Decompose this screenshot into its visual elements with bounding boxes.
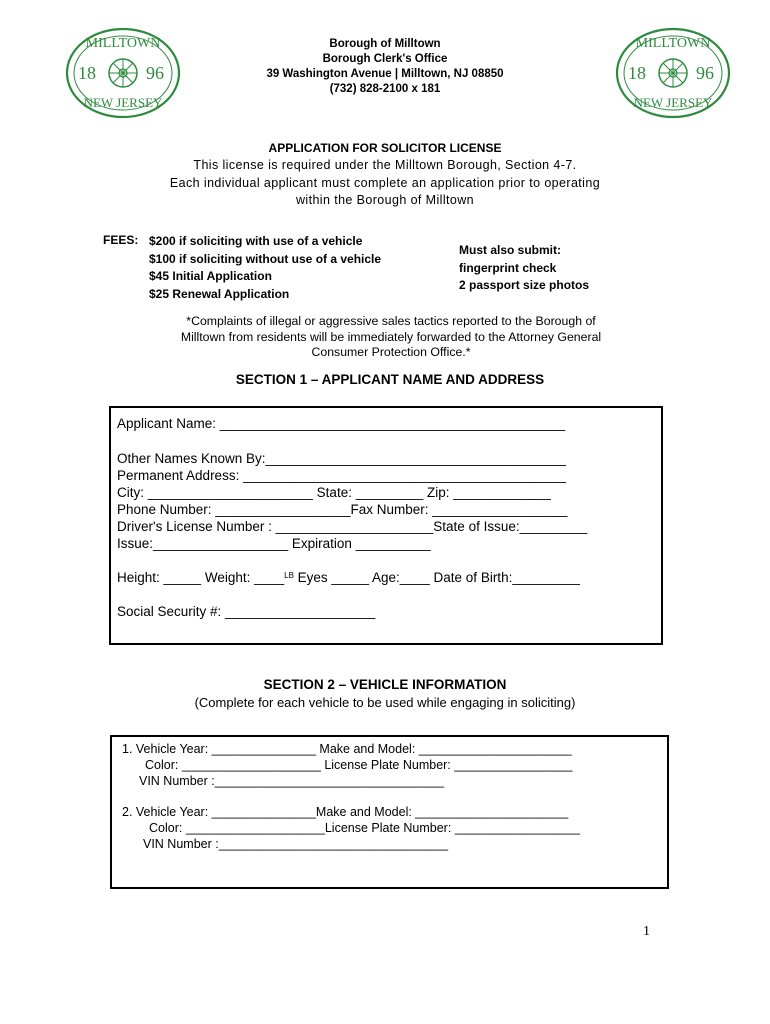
borough-seal-right — [614, 27, 732, 119]
seal-bottom-text: NEW JERSEY — [83, 95, 163, 110]
applicant-info-box — [109, 406, 663, 645]
permanent-address-field[interactable]: Permanent Address: ___________________________________________ — [117, 468, 566, 483]
height-weight-field[interactable]: Height: _____ Weight: ____ — [117, 570, 285, 585]
note-line: Milltown from residents will be immediately forwarded to the Attorney General — [180, 329, 602, 344]
vehicle1-vin-field[interactable]: VIN Number :_________________________________ — [139, 774, 445, 788]
seal-year-left: 18 — [78, 63, 96, 83]
fees-list — [149, 233, 381, 303]
fees-label: FEES: — [103, 233, 139, 247]
seal-graphic — [64, 27, 182, 119]
seal-year-right: 96 — [696, 63, 714, 83]
letterhead — [240, 37, 530, 97]
note-line: Consumer Protection Office.* — [311, 345, 471, 359]
seal-year-left: 18 — [628, 63, 646, 83]
fee-item: $25 Renewal Application — [149, 286, 290, 301]
section2-title: SECTION 2 – VEHICLE INFORMATION — [263, 677, 507, 692]
seal-top-text: MILLTOWN — [85, 36, 161, 51]
office-phone: (732) 828-2100 x 181 — [329, 83, 441, 95]
ssn-field[interactable]: Social Security #: ____________________ — [117, 604, 376, 619]
vehicle2-year-make-field[interactable]: 2. Vehicle Year: _______________Make and Model: ______________________ — [122, 805, 569, 819]
fee-item: $45 Initial Application — [149, 269, 272, 283]
section1-title: SECTION 1 – APPLICANT NAME AND ADDRESS — [235, 372, 545, 387]
seal-bottom-text: NEW JERSEY — [633, 95, 713, 110]
office-name: Borough Clerk's Office — [322, 53, 448, 65]
borough-seal-left — [64, 27, 182, 119]
drivers-license-field[interactable]: Driver's License Number : _____________________State of Issue:_________ — [117, 519, 588, 534]
submit-item: 2 passport size photos — [459, 278, 590, 292]
note-line: *Complaints of illegal or aggressive sales tactics reported to the Borough of — [186, 314, 596, 328]
submit-item: fingerprint check — [459, 260, 557, 275]
office-address: 39 Washington Avenue | Milltown, NJ 08850 — [266, 68, 504, 80]
city-state-zip-field[interactable]: City: ______________________ State: _________ Zip: _____________ — [117, 485, 551, 500]
applicant-name-field[interactable]: Applicant Name: ______________________________________________ — [117, 416, 566, 431]
intro-text — [120, 157, 650, 210]
vehicle1-year-make-field[interactable]: 1. Vehicle Year: _______________ Make and Model: ______________________ — [122, 742, 572, 756]
other-names-field[interactable]: Other Names Known By:________________________________________ — [117, 451, 566, 466]
seal-year-right: 96 — [146, 63, 164, 83]
eyes-age-dob-field[interactable]: Eyes _____ Age:____ Date of Birth:_________ — [293, 570, 580, 585]
issue-expiration-field[interactable]: Issue:__________________ Expiration __________ — [117, 536, 431, 551]
intro-line: This license is required under the Milltown Borough, Section 4-7. — [193, 158, 577, 172]
fee-item: $200 if soliciting with use of a vehicle — [149, 234, 363, 248]
org-name: Borough of Milltown — [329, 38, 441, 50]
physical-details-field[interactable] — [117, 570, 580, 585]
submit-title: Must also submit: — [459, 243, 562, 257]
fee-item: $100 if soliciting without use of a vehicle — [149, 251, 382, 266]
application-title: APPLICATION FOR SOLICITOR LICENSE — [268, 141, 502, 155]
vehicle1-color-plate-field[interactable]: Color: ____________________ License Plate Number: _________________ — [145, 758, 573, 772]
intro-line: Each individual applicant must complete an application prior to operating — [169, 175, 601, 190]
intro-line: within the Borough of Milltown — [295, 193, 475, 207]
vehicle2-color-plate-field[interactable]: Color: ____________________License Plate Number: __________________ — [149, 821, 580, 835]
vehicle-info-box — [110, 735, 669, 889]
seal-graphic — [614, 27, 732, 119]
vehicle2-vin-field[interactable]: VIN Number :_________________________________ — [143, 837, 449, 851]
phone-fax-field[interactable]: Phone Number: __________________Fax Number: __________________ — [117, 502, 568, 517]
section2-subtitle: (Complete for each vehicle to be used while engaging in soliciting) — [194, 695, 576, 710]
weight-unit: LB — [284, 571, 294, 580]
page-number: 1 — [643, 924, 650, 939]
submit-requirements — [459, 242, 589, 295]
complaint-note — [128, 314, 654, 361]
seal-top-text: MILLTOWN — [635, 36, 711, 51]
